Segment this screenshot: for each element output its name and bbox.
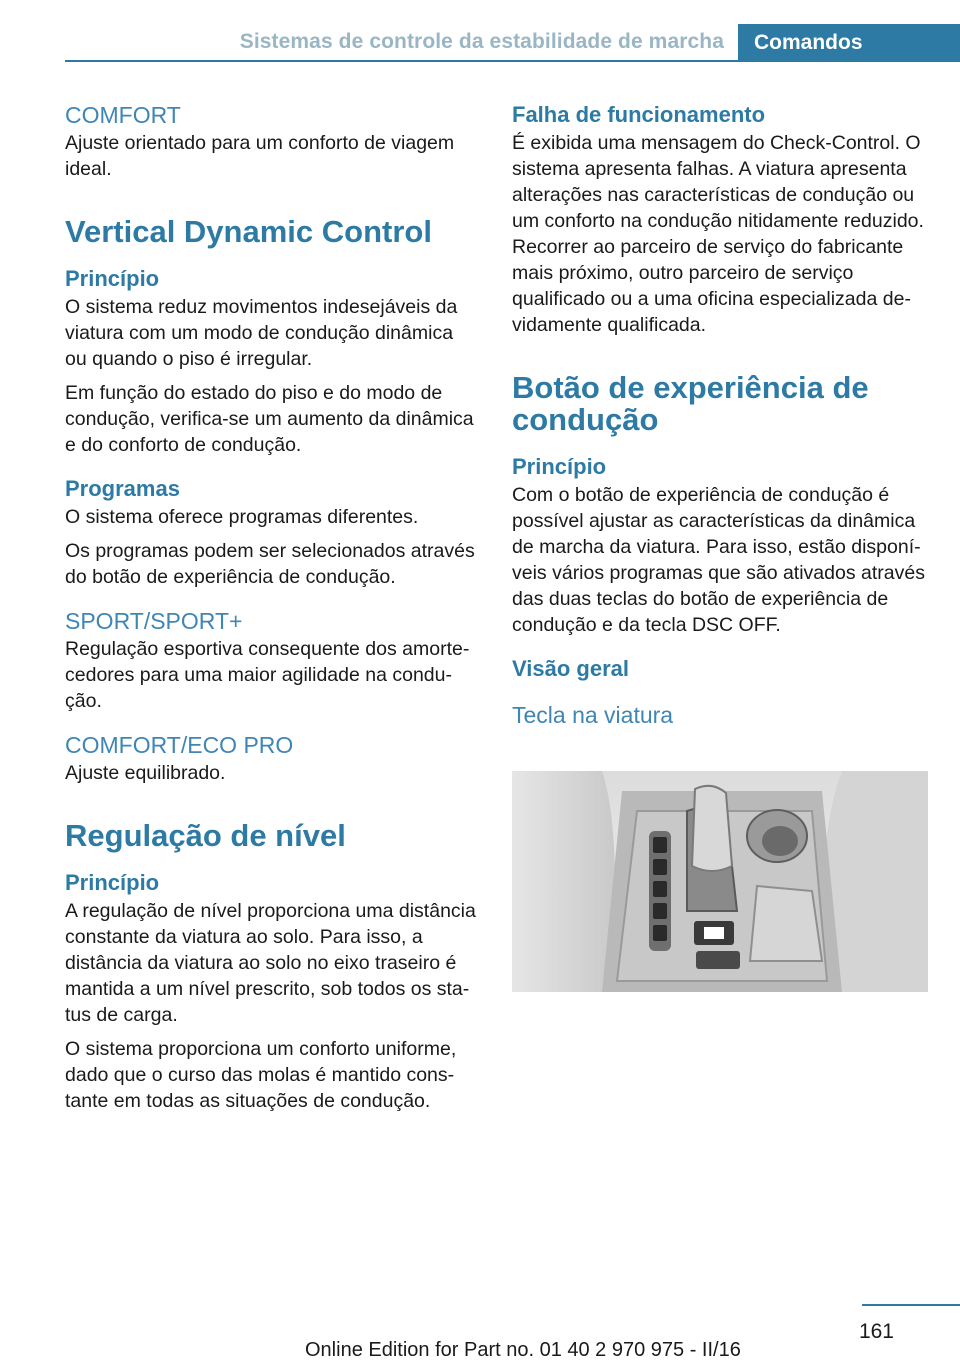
- comfort-eco-heading: COMFORT/ECO PRO: [65, 732, 294, 758]
- button-in-vehicle-heading: Tecla na viatura: [512, 702, 674, 728]
- comfort-heading: COMFORT: [65, 102, 181, 128]
- comfort-eco-text: Ajuste equilibrado.: [65, 762, 226, 784]
- left-column: [65, 100, 480, 1114]
- level-heading: Regulação de nível: [65, 818, 346, 853]
- level-principle-heading: Princípio: [65, 870, 160, 895]
- experience-heading: Botão de experiência de condução: [512, 370, 869, 437]
- programs-heading: Programas: [65, 476, 180, 501]
- vdc-heading: Vertical Dynamic Control: [65, 214, 432, 249]
- overview-heading: Visão geral: [512, 656, 629, 681]
- vdc-principle-heading: Princípio: [65, 266, 160, 291]
- vdc-principle-p2: Em função do estado do piso e do modo de condução, verifica-se um aumento da dinâmica e do conforto de condução.: [65, 382, 474, 456]
- programs-p2: Os programas podem ser selecionados através do botão de experiência de condução.: [65, 540, 475, 588]
- fault-text: É exibida uma mensagem do Check-Control. O sistema apresenta falhas. A viatura apresenta alterações nas características de condução ou um conforto na condução nitidamente reduzido. Recorrer ao parceiro de serviço do fabricante mais próximo, outro parceiro de serviço qualificado ou a uma oficina especializada devidamente qualificada.: [512, 132, 924, 336]
- sport-heading: SPORT/SPORT+: [65, 608, 243, 634]
- fault-heading: Falha de funcionamento: [512, 102, 766, 127]
- comfort-text: Ajuste orientado para um conforto de viagem ideal.: [65, 132, 455, 180]
- edition-footer: Online Edition for Part no. 01 40 2 970 975 - II/16: [305, 1339, 741, 1361]
- header-rule: [65, 60, 738, 62]
- vdc-principle-p1: O sistema reduz movimentos indesejáveis da viatura com um modo de condução dinâmica ou quando o piso é irregular.: [65, 296, 458, 370]
- programs-p1: O sistema oferece programas diferentes.: [65, 506, 419, 528]
- level-p2: O sistema proporciona um conforto uniforme, dado que o curso das molas é mantido constante em todas as situações de condução.: [65, 1038, 457, 1112]
- footer-rule: [862, 1304, 960, 1306]
- sport-text: Regulação esportiva consequente dos amortecedores para uma maior agilidade na condução.: [65, 638, 470, 712]
- center-console-photo-icon: [512, 771, 928, 992]
- right-column: [512, 100, 932, 730]
- chapter-tab: Comandos: [738, 24, 960, 62]
- level-p1: A regulação de nível proporciona uma distância constante da viatura ao solo. Para isso, a distância da viatura ao solo no eixo traseiro é mantida a um nível prescrito, sob todos os status de carga.: [65, 900, 476, 1026]
- running-header-title: Sistemas de controle da estabilidade de marcha: [239, 30, 724, 53]
- page-number: 161: [858, 1320, 894, 1343]
- experience-text: Com o botão de experiência de condução é possível ajustar as características da dinâmica de marcha da viatura. Para isso, estão disponíveis vários programas que são ativados através das duas teclas do botão de experiência de condução e da tecla DSC OFF.: [512, 484, 925, 636]
- experience-principle-heading: Princípio: [512, 454, 607, 479]
